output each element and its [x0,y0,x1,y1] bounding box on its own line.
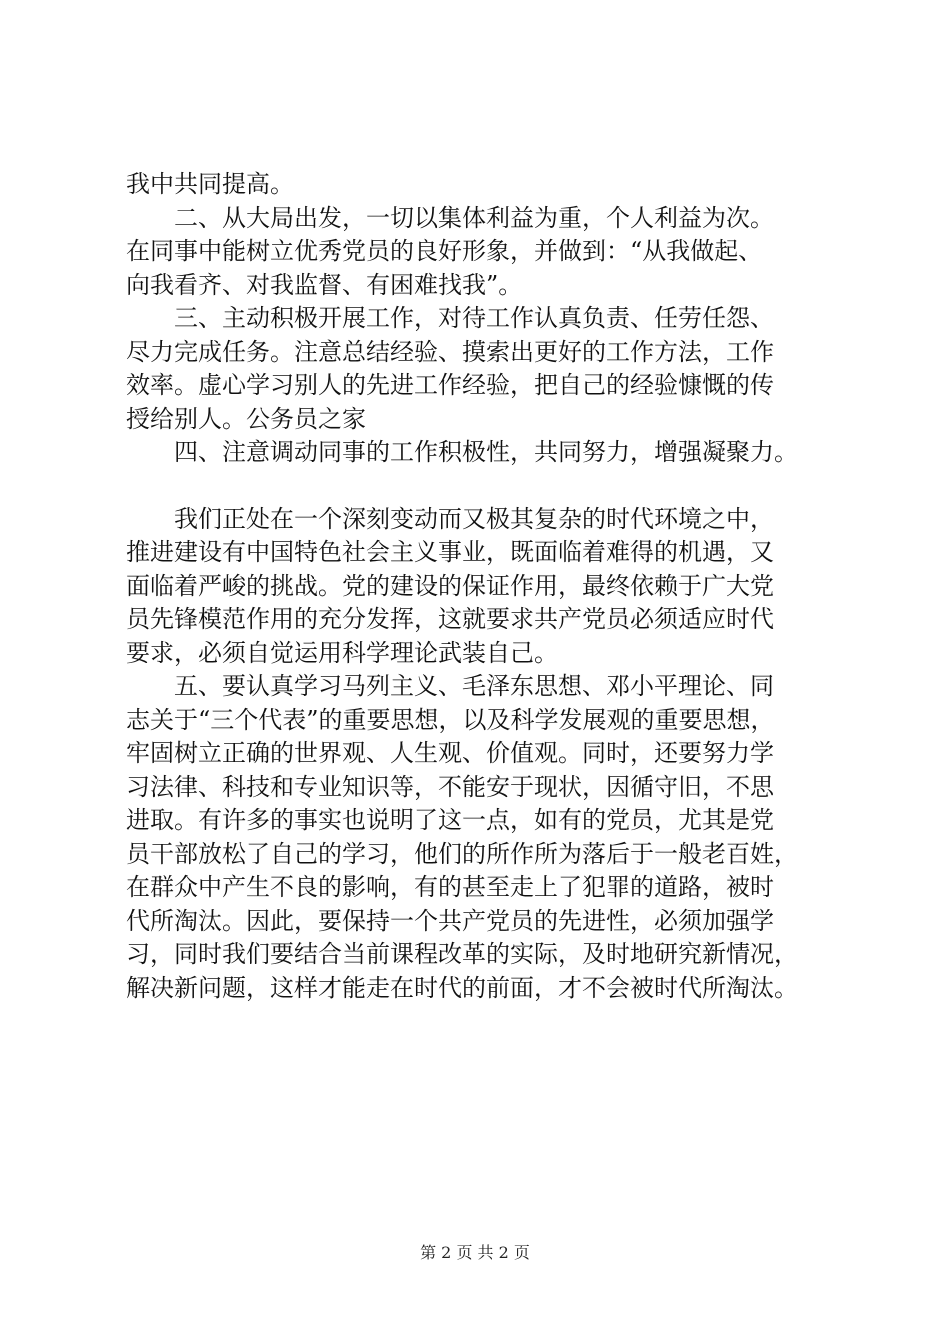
text-line: 授给别人。公务员之家 [126,404,366,433]
text-line: 习法律、科技和专业知识等，不能安于现状，因循守旧，不思 [126,772,774,801]
text-line: 三、主动积极开展工作，对待工作认真负责、任劳任怨、 [126,304,774,332]
text-line: 效率。虚心学习别人的先进工作经验，把自己的经验慷慨的传 [126,371,774,399]
text-line: 进取。有许多的事实也说明了这一点，如有的党员，尤其是党 [126,806,774,834]
text-block-2 [126,503,846,1006]
text-line: 二、从大局出发，一切以集体利益为重，个人利益为次。 [126,203,774,232]
text-line: 志关于“三个代表”的重要思想，以及科学发展观的重要思想， [126,705,775,734]
text-line: 尽力完成任务。注意总结经验、摸索出更好的工作方法，工作 [126,337,774,366]
text-line: 员先锋模范作用的充分发挥，这就要求共产党员必须适应时代 [126,605,774,633]
paragraph-gap [126,470,846,503]
text-line: 员干部放松了自己的学习，他们的所作所为落后于一般老百姓， [126,839,798,868]
text-line: 推进建设有中国特色社会主义事业，既面临着难得的机遇，又 [126,538,774,566]
text-line: 面临着严峻的挑战。党的建设的保证作用，最终依赖于广大党 [126,571,774,600]
text-line: 要求，必须自觉运用科学理论武装自己。 [126,638,558,667]
text-line: 解决新问题，这样才能走在时代的前面，才不会被时代所淘汰。 [126,973,798,1002]
document-body [126,168,846,1005]
text-block-1 [126,168,846,470]
text-line: 在同事中能树立优秀党员的良好形象，并做到：“从我做起、 [126,237,763,265]
text-line: 我中共同提高。 [126,170,294,198]
text-line: 习，同时我们要结合当前课程改革的实际，及时地研究新情况， [126,940,798,968]
text-line: 代所淘汰。因此，要保持一个共产党员的先进性，必须加强学 [126,906,774,935]
text-line: 向我看齐、对我监督、有困难找我”。 [126,270,523,299]
text-line: 五、要认真学习马列主义、毛泽东思想、邓小平理论、同 [126,672,774,700]
page-footer: 第 2 页 共 2 页 [420,1243,530,1262]
text-line: 四、注意调动同事的工作积极性，共同努力，增强凝聚力。 [126,438,798,466]
text-line: 在群众中产生不良的影响，有的甚至走上了犯罪的道路，被时 [126,873,774,901]
text-line: 我们正处在一个深刻变动而又极其复杂的时代环境之中， [126,504,774,533]
text-line: 牢固树立正确的世界观、人生观、价值观。同时，还要努力学 [126,739,774,767]
